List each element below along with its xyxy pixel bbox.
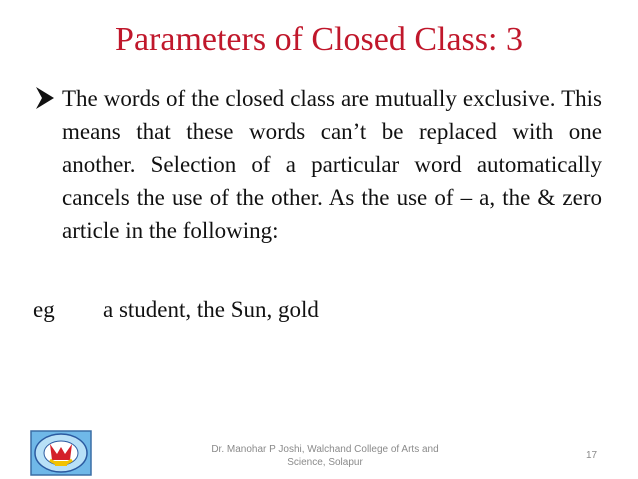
- footer-author: Dr. Manohar P Joshi, Walchand College of Arts and Science, Solapur: [211, 444, 439, 468]
- slide-title: Parameters of Closed Class: 3: [115, 21, 523, 58]
- arrow-bullet-icon: [34, 85, 56, 111]
- bullet-text: The words of the closed class are mutually exclusive. This means that these words can’t be replaced with one another. Selection of a particular word automatically cancels the use of the other. As the use of – a, the & zero article in the following:: [62, 86, 602, 243]
- example-line: [33, 293, 319, 326]
- college-logo: [30, 430, 92, 476]
- page-number: 17: [586, 450, 598, 461]
- example-label: eg: [33, 297, 55, 322]
- example-text: a student, the Sun, gold: [103, 297, 319, 322]
